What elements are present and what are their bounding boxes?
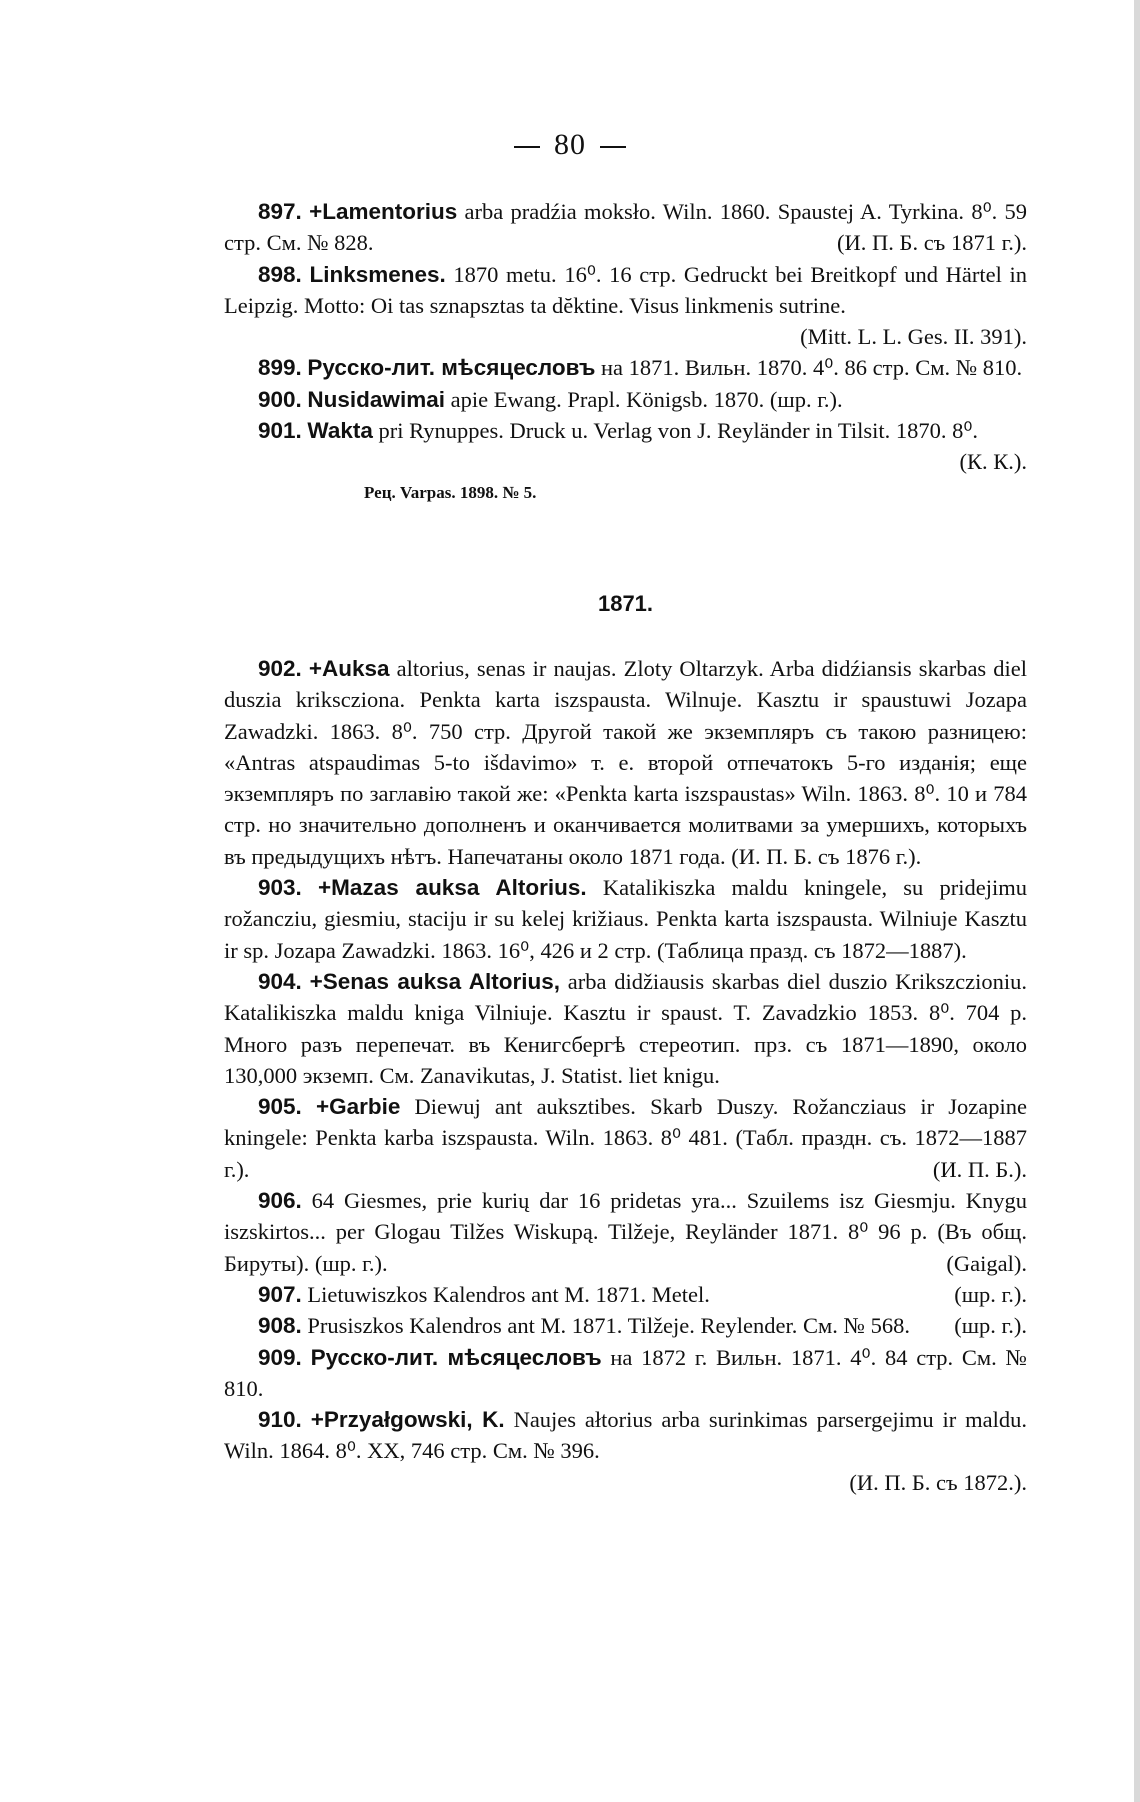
- entry-title: Русско-лит. мѣсяцесловъ: [307, 355, 596, 381]
- catalog-entry: [224, 384, 1027, 415]
- catalog-entry: [224, 1279, 1027, 1310]
- catalog-entry: [224, 259, 1027, 353]
- entry-details: 64 Giesmes, prie kurių dar 16 pridetas yra... Szuilems isz Giesmju. Knygu iszskirtos... per Glogau Tilžes Wiskupą. Tilžeje, Reyländer 1871. 8⁰ 96 р. (Въ общ. Бируты). (шр. г.).: [224, 1188, 1027, 1276]
- entry-details: pri Rynuppes. Druck u. Verlag von J. Reyländer in Tilsit. 1870. 8⁰.: [372, 418, 979, 444]
- entry-source: (И. П. Б. съ 1871 г.).: [837, 230, 1027, 256]
- entry-details: на 1871. Вильн. 1870. 4⁰. 86 стр. См. № 810.: [595, 355, 1023, 381]
- entry-details: altorius, senas ir naujas. Zloty Oltarzyk. Arba didźiansis skarbas diel duszia krikscziona. Penkta karta iszspausta. Wilnuje. Kasztu ir spaustuwi Jozapa Zawadzki. 1863. 8⁰. 750 стр. Другой такой же экземпляръ съ такою разницею: «Antras atspaudimas 5-to išdavimo» т. е. второй отпечатокъ 5-го изданія; еще экземпляръ по заглавію такой же: «Penkta karta iszspaustas» Wiln. 1863. 8⁰. 10 и 784 стр. но значительно дополненъ и оканчивается молитвами за умершихъ, которыхъ въ предыдущихъ нѣтъ. Напечатаны около 1871 года. (И. П. Б. съ 1876 г.).: [224, 655, 1028, 869]
- page-body: [224, 196, 1027, 1498]
- entry-details: на 1872 г. Вильн. 1871. 4⁰. 84 стр. См. № 810.: [224, 1344, 1028, 1401]
- dash-left: [514, 146, 540, 148]
- catalog-entry: [224, 872, 1027, 966]
- entry-details: arba didžiausis skarbas diel duszio Krikszczioniu. Katalikiszka maldu kniga Vilniuje. Kasztu ir spaust. T. Zavadzkio 1853. 8⁰. 704 р. Много разъ перепечат. въ Кенигсбергѣ стереотип. прз. съ 1871—1890, около 130,000 экземп. См. Zanavikutas, J. Statist. liet knigu.: [224, 968, 1027, 1088]
- entry-title: Wakta: [307, 418, 373, 444]
- entry-number: 899.: [258, 355, 302, 381]
- entry-number: 907.: [258, 1281, 302, 1307]
- entry-details: Katalikiszka maldu kningele, su pridejimu rožancziu, giesmiu, staciju ir su kelej križiaus. Penkta karta iszspausta. Wilniuje Kasztu ir sp. Jozapa Zawadzki. 1863. 16⁰, 426 и 2 стр. (Таблица празд. съ 1872—1887).: [224, 875, 1028, 963]
- entry-details: apie Ewang. Prapl. Königsb. 1870. (шр. г.).: [444, 386, 843, 412]
- catalog-entry: [224, 966, 1027, 1091]
- entry-number: 906.: [258, 1188, 302, 1214]
- review-note: Рец. Varpas. 1898. № 5.: [364, 482, 537, 502]
- entry-number: 908.: [258, 1313, 302, 1339]
- entry-title: +Lamentorius: [309, 199, 458, 224]
- entry-number: 902.: [258, 655, 302, 681]
- entry-title: Русско-лит. мѣсяцесловъ: [310, 1344, 602, 1370]
- entry-details: Diewuj ant auksztibes. Skarb Duszy. Rožancziaus ir Jozapine kningele: Penkta karba iszspausta. Wiln. 1863. 8⁰ 481. (Табл. праздн. съ. 1872—1887 г.).: [224, 1094, 1027, 1182]
- entry-title: +Senas auksa Altorius,: [309, 968, 560, 994]
- entry-details: Naujes ałtorius arba surinkimas parsergejimu ir maldu. Wiln. 1864. 8⁰. XX, 746 стр. См. № 396.: [224, 1407, 1028, 1464]
- catalog-entry: [224, 653, 1027, 872]
- catalog-entry: [224, 196, 1027, 259]
- entry-number: 909.: [258, 1344, 302, 1370]
- entry-number: 897.: [258, 199, 302, 224]
- entry-title: +Auksa: [308, 655, 390, 681]
- entry-details: Lietuwiszkos Kalendros ant M. 1871. Metel.: [307, 1281, 710, 1307]
- entry-source: (шр. г.).: [954, 1313, 1027, 1339]
- entry-number: 901.: [258, 418, 302, 444]
- entry-number: 904.: [258, 968, 302, 994]
- entry-number: 910.: [258, 1407, 302, 1433]
- catalog-entry: [224, 1310, 1027, 1341]
- entry-number: 903.: [258, 875, 302, 901]
- entry-title: +Przyałgowski, K.: [310, 1407, 505, 1433]
- entry-title: +Garbie: [315, 1094, 401, 1120]
- entry-source: (шр. г.).: [954, 1281, 1027, 1307]
- dash-right: [600, 146, 626, 148]
- entry-source: (Gaigal).: [946, 1250, 1027, 1276]
- catalog-entry: [224, 352, 1027, 383]
- entries-1870: [224, 196, 1027, 478]
- page-edge-shadow: [1134, 0, 1140, 1802]
- entries-1871: [224, 653, 1027, 1467]
- entry-details: 1870 metu. 16⁰. 16 стр. Gedruckt bei Breitkopf und Härtel in Leipzig. Motto: Oi tas sznapsztas ta dĕktine. Visus linkmenis sutrine.: [224, 261, 1028, 318]
- entry-details: arba pradźia moksło. Wiln. 1860. Spaustej A. Tyrkina. 8⁰. 59 стр. См. № 828.: [224, 199, 1027, 256]
- entry-title: Linksmenes.: [309, 261, 446, 287]
- entry-number: 900.: [258, 386, 302, 412]
- entry-number: 905.: [258, 1094, 302, 1120]
- catalog-entry: [224, 1404, 1027, 1467]
- page-number: 80: [554, 128, 586, 161]
- entry-details: Prusiszkos Kalendros ant M. 1871. Tilžeje. Reylender. См. № 568.: [307, 1313, 910, 1339]
- catalog-entry: [224, 1185, 1027, 1279]
- entry-source: (И. П. Б.).: [932, 1156, 1027, 1182]
- catalog-entry: [224, 1091, 1027, 1185]
- catalog-entry: [224, 1342, 1027, 1405]
- entry-number: 898.: [258, 261, 302, 287]
- entry-title: Nusidawimai: [307, 386, 445, 412]
- catalog-entry: [224, 415, 1027, 478]
- entry-source: (Mitt. L. L. Ges. II. 391).: [800, 324, 1027, 350]
- page-number-header: [0, 128, 1140, 162]
- entry-title: +Mazas auksa Altorius.: [318, 875, 587, 901]
- final-citation: (И. П. Б. съ 1872.).: [849, 1469, 1027, 1495]
- entry-source: (К. К.).: [959, 449, 1027, 475]
- year-heading: 1871.: [597, 590, 654, 616]
